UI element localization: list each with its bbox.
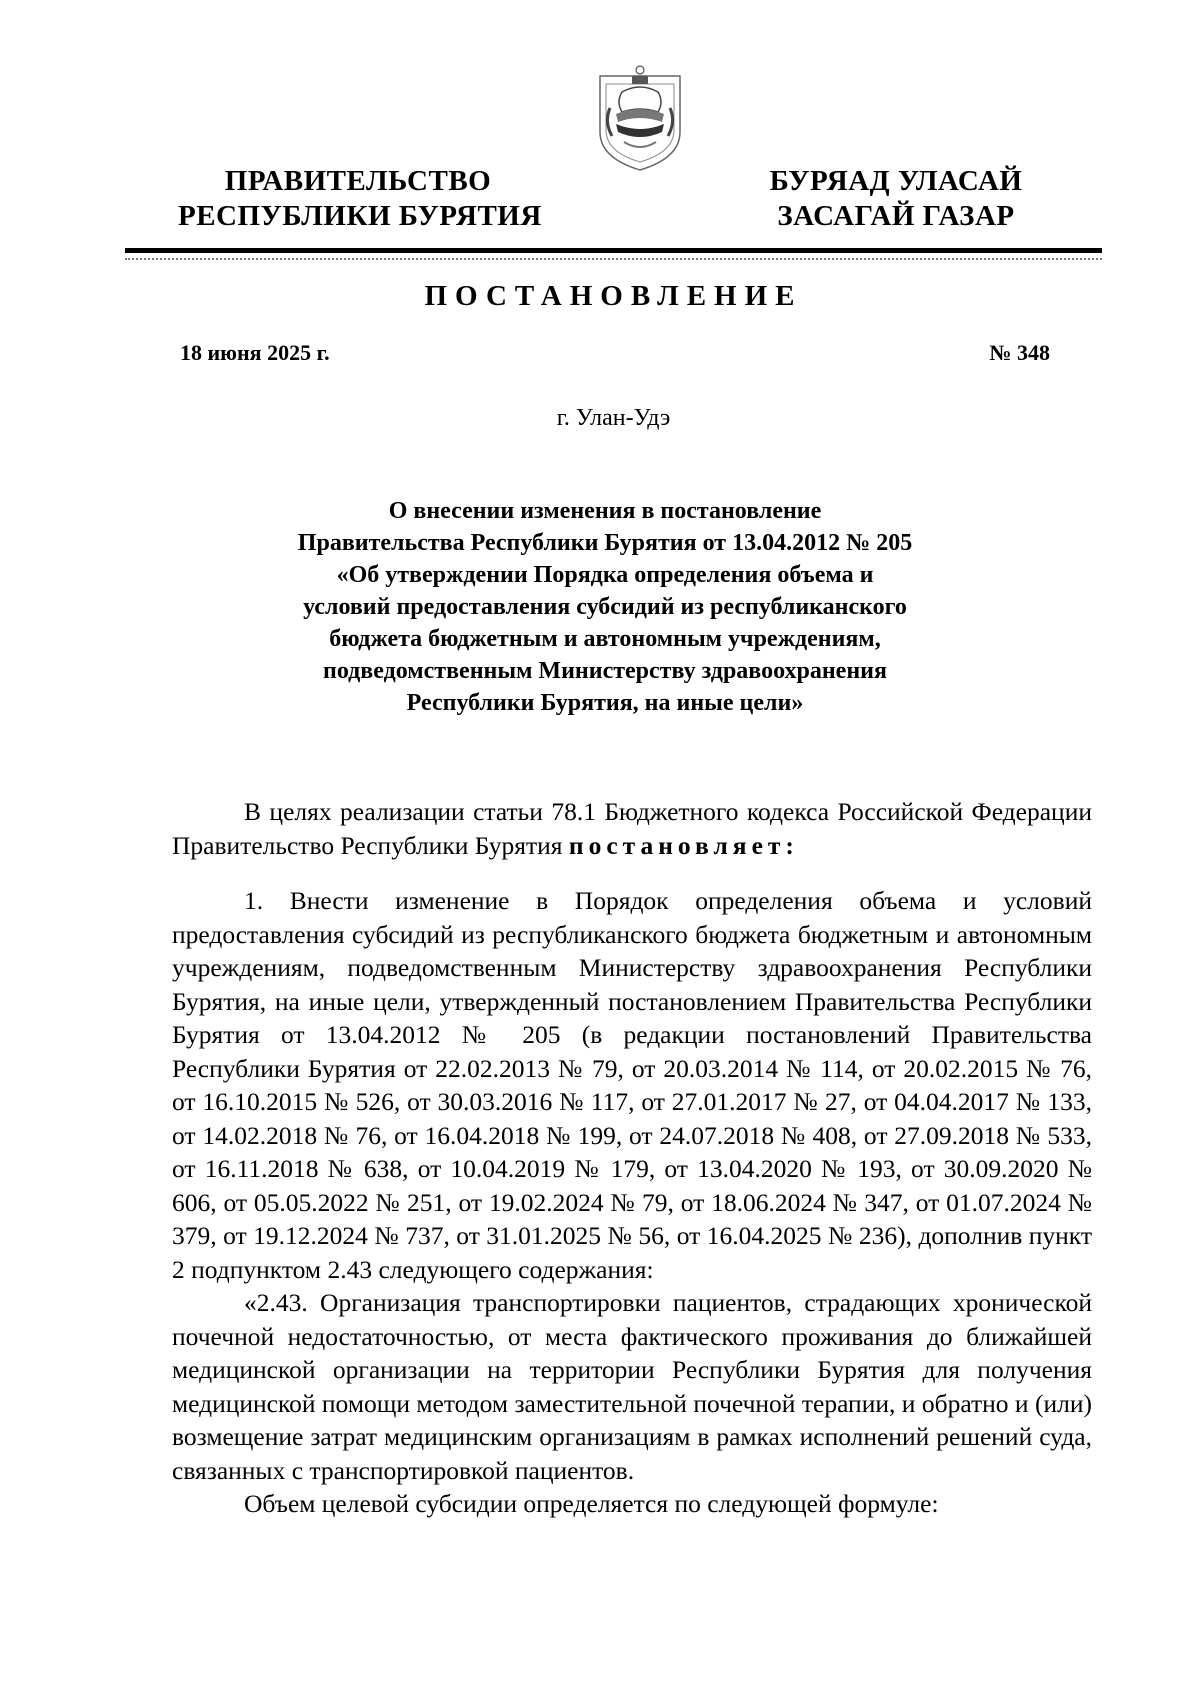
document-date: 18 июня 2025 г. (180, 340, 330, 365)
header-divider (125, 248, 1102, 253)
header-divider-dotted (125, 258, 1102, 260)
government-name-russian (178, 164, 542, 234)
title-line: подведомственным Министерству здравоохранения (323, 658, 887, 684)
title-line: условий предоставления субсидий из республиканского (303, 594, 907, 620)
title-line: О внесении изменения в постановление (388, 498, 822, 524)
title-line: Республики Бурятия, на иные цели» (406, 690, 804, 716)
clause-1-paragraph: 1. Внести изменение в Порядок определения объема и условий предоставления субсидий из республиканского бюджета бюджетным и автономным учреждениям, подведомственным Министерству здравоохранения Республики Бурятия, на иные цели, утвержденный постановлением Правительства Республики Бурятия от 13.04.2012 № 205 (в редакции постановлений Правительства Республики Бурятия от 22.02.2013 № 79, от 20.03.2014 № 114, от 20.02.2015 № 76, от 16.10.2015 № 526, от 30.03.2016 № 117, от 27.01.2017 № 27, от 04.04.2017 № 133, от 14.02.2018 № 76, от 16.04.2018 № 199, от 24.07.2018 № 408, от 27.09.2018 № 533, от 16.11.2018 № 638, от 10.04.2019 № 179, от 13.04.2020 № 193, от 30.09.2020 № 606, от 05.05.2022 № 251, от 19.02.2024 № 79, от 18.06.2024 № 347, от 01.07.2024 № 379, от 19.12.2024 № 737, от 31.01.2025 № 56, от 16.04.2025 № 236), дополнив пункт 2 подпунктом 2.43 следующего содержания: (172, 886, 1092, 1284)
title-line: бюджета бюджетным и автономным учреждениям, (329, 626, 881, 652)
resolves-keyword: постановляет: (568, 830, 799, 860)
government-name-line: РЕСПУБЛИКИ БУРЯТИЯ (178, 200, 542, 232)
preamble-paragraph (172, 795, 1092, 862)
formula-intro-paragraph: Объем целевой субсидии определяется по следующей формуле: (244, 1489, 939, 1518)
subclause-2-43-paragraph: «2.43. Организация транспортировки пациентов, страдающих хронической почечной недостаточностью, от места фактического проживания до ближайшей медицинской организации на территории Республики Бурятия для получения медицинской помощи методом заместительной почечной терапии, и обратно и (или) возмещение затрат медицинским организациям в рамках исполнений решений суда, связанных с транспортировкой пациентов. (172, 1288, 1092, 1485)
document-city: г. Улан-Удэ (556, 405, 671, 431)
government-name-line: БУРЯАД УЛАСАЙ (769, 165, 1023, 197)
document-type: ПОСТАНОВЛЕНИЕ (424, 280, 803, 312)
document-title (200, 495, 1010, 719)
coat-of-arms-emblem-icon (594, 62, 686, 174)
title-line: «Об утверждении Порядка определения объема и (336, 562, 874, 588)
government-name-line: ПРАВИТЕЛЬСТВО (224, 165, 492, 197)
government-name-line: ЗАСАГАЙ ГАЗАР (777, 200, 1015, 232)
document-body (172, 795, 1092, 1521)
preamble-text: В целях реализации статьи 78.1 Бюджетного кодекса Российской Федерации Правительство Республики Бурятия (172, 797, 1092, 860)
document-number: № 348 (989, 340, 1050, 365)
government-name-buryat (756, 164, 1036, 234)
title-line: Правительства Республики Бурятия от 13.04.2012 № 205 (297, 530, 913, 556)
